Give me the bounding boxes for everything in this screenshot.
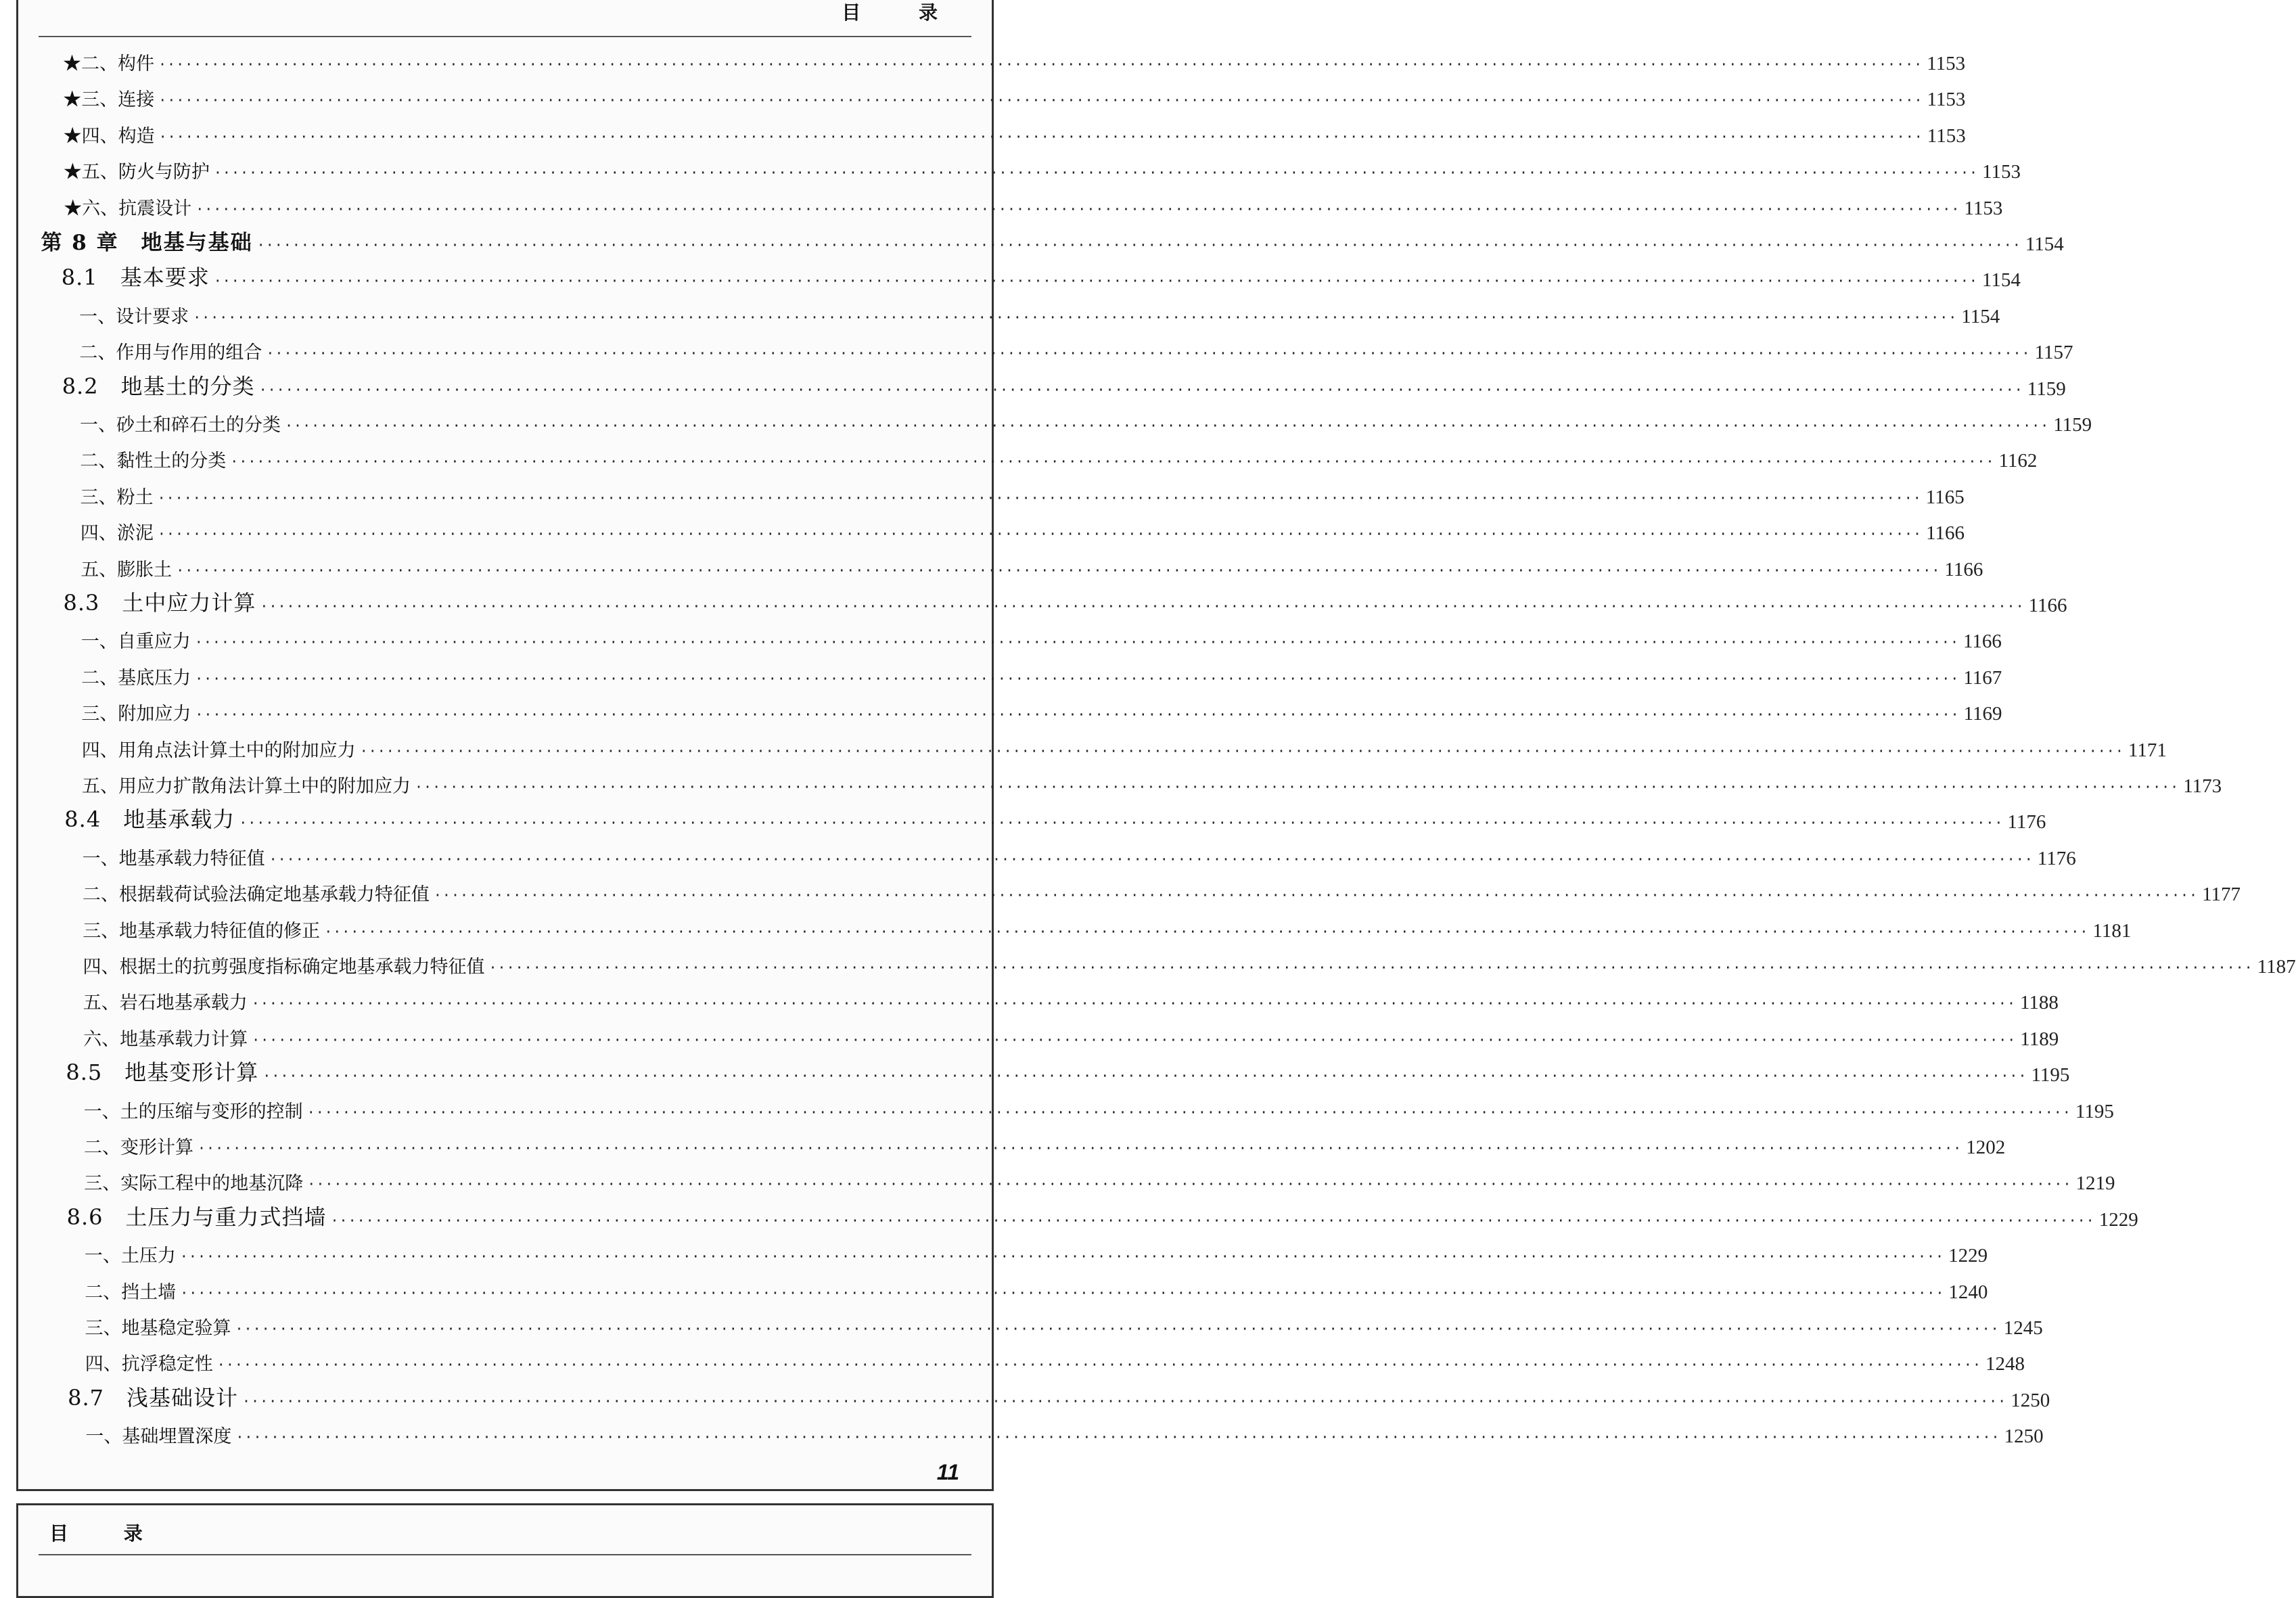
toc-entry-title: 三、粉土	[80, 486, 154, 508]
dot-leader: ········································································································································································································	[307, 1176, 2072, 1193]
dot-leader: ········································································································································································································	[193, 309, 1958, 325]
toc-entry-page: 1173	[2183, 775, 2222, 797]
dot-leader: ········································································································································································································	[195, 670, 1960, 687]
page-number: 11	[936, 1460, 959, 1484]
toc-entry-page: 1154	[1981, 269, 2021, 292]
dot-leader: ········································································································································································································	[488, 959, 2253, 976]
toc-entry-title: 四、用角点法计算土中的附加应力	[81, 739, 356, 761]
dot-leader: ········································································································································································································	[266, 345, 2031, 362]
dot-leader: ········································································································································································································	[194, 634, 1959, 651]
toc-entry-title: 二、作用与作用的组合	[79, 342, 262, 364]
toc-entry-title: ★二、构件	[63, 53, 154, 74]
toc-entry	[85, 1421, 2044, 1448]
toc-entry	[79, 337, 2073, 364]
toc-entry	[81, 554, 1983, 581]
dot-leader: ········································································································································································································	[176, 562, 1941, 578]
toc-entry-title: 二、挡土墙	[85, 1281, 177, 1303]
toc-entry-page: 1176	[2007, 811, 2046, 834]
toc-entry	[83, 951, 2296, 978]
toc-entry-page: 1162	[1998, 450, 2038, 472]
toc-entry-page: 1187	[2257, 956, 2296, 978]
toc-entry-page: 1154	[1961, 305, 2000, 327]
toc-entry	[84, 1132, 2006, 1159]
toc-entry-page: 1159	[2027, 378, 2066, 400]
toc-entry-page: 1177	[2202, 884, 2241, 906]
toc-entry-page: 1229	[2098, 1208, 2138, 1231]
toc-entry-title: 8.5 地基变形计算	[66, 1059, 259, 1086]
toc-entry-page: 1195	[2031, 1064, 2070, 1087]
toc-entry	[85, 1277, 1988, 1304]
toc-entry-title: 一、设计要求	[79, 306, 189, 327]
toc-entry-page: 1188	[2020, 992, 2059, 1014]
toc-entry-page: 1165	[1925, 486, 1965, 508]
toc-entry-title: 二、根据载荷试验法确定地基承载力特征值	[82, 884, 430, 906]
toc-entry	[81, 626, 2002, 653]
dot-leader: ········································································································································································································	[324, 923, 2089, 940]
dot-leader: ········································································································································································································	[306, 1103, 2071, 1120]
toc-entry-page: 1167	[1963, 666, 2002, 689]
toc-entry-page: 1240	[1948, 1281, 1988, 1303]
toc-entry-title: ★六、抗震设计	[64, 198, 192, 219]
toc-entry-page: 1166	[1963, 631, 2002, 653]
dot-leader: ········································································································································································································	[252, 1031, 2017, 1048]
dot-leader: ········································································································································································································	[258, 381, 2023, 398]
table-of-contents	[18, 48, 2296, 1448]
toc-entry	[83, 915, 2132, 942]
dot-leader: ········································································································································································································	[330, 1212, 2095, 1229]
toc-entry	[81, 662, 2002, 689]
toc-entry-title: 五、膨胀土	[81, 559, 173, 580]
toc-entry	[80, 445, 2038, 472]
toc-entry-page: 1195	[2075, 1100, 2114, 1122]
toc-page	[16, 0, 2296, 1491]
toc-entry	[63, 48, 1966, 75]
dot-leader: ········································································································································································································	[198, 1140, 1962, 1156]
toc-entry	[84, 1168, 2115, 1195]
dot-leader: ········································································································································································································	[235, 1321, 2000, 1337]
toc-entry-title: 二、黏性土的分类	[80, 451, 227, 472]
next-page-top	[16, 1503, 994, 1598]
toc-entry	[64, 193, 2003, 220]
toc-entry-title: 一、砂土和碎石土的分类	[80, 415, 281, 436]
toc-entry-title: ★五、防火与防护	[63, 162, 210, 183]
toc-entry-page: 1153	[1982, 161, 2021, 183]
toc-entry-title: 一、自重应力	[81, 631, 191, 653]
toc-entry-page: 1202	[1966, 1137, 2006, 1158]
toc-entry-title: 四、根据土的抗剪强度指标确定地基承载力特征值	[83, 957, 485, 978]
toc-entry-page: 1153	[1927, 53, 1966, 74]
toc-entry-title: 8.1 基本要求	[61, 265, 210, 291]
toc-entry-page: 1157	[2034, 342, 2073, 364]
toc-entry-title: 五、用应力扩散角法计算土中的附加应力	[82, 776, 411, 797]
toc-entry-page: 1153	[1964, 197, 2003, 219]
toc-entry	[64, 806, 2046, 834]
toc-entry-page: 1245	[2003, 1317, 2043, 1339]
toc-entry	[85, 1312, 2043, 1340]
toc-entry-title: 第 8 章 地基与基础	[41, 231, 253, 255]
toc-entry	[68, 1384, 2050, 1412]
dot-leader: ········································································································································································································	[196, 200, 1960, 217]
toc-entry-page: 1153	[1927, 124, 1966, 147]
toc-entry-page: 1166	[1926, 522, 1965, 545]
dot-leader: ········································································································································································································	[256, 237, 2021, 253]
dot-leader: ········································································································································································································	[158, 56, 1923, 72]
dot-leader: ········································································································································································································	[195, 706, 1960, 723]
toc-entry-page: 1154	[2025, 233, 2064, 255]
toc-entry	[41, 229, 2064, 256]
dot-leader: ········································································································································································································	[242, 1392, 2007, 1409]
dot-leader: ········································································································································································································	[269, 850, 2034, 867]
toc-entry-page: 1171	[2128, 739, 2167, 761]
toc-entry-page: 1159	[2053, 414, 2092, 436]
dot-leader: ········································································································································································································	[260, 598, 2025, 614]
toc-entry-title: 三、实际工程中的地基沉降	[84, 1173, 304, 1195]
toc-entry-title: 四、淤泥	[80, 523, 154, 545]
toc-entry	[62, 373, 2066, 401]
toc-entry	[63, 84, 1966, 111]
toc-entry-title: 六、地基承载力计算	[83, 1028, 248, 1050]
dot-leader: ········································································································································································································	[359, 742, 2124, 759]
toc-entry-title: 8.4 地基承载力	[64, 806, 235, 833]
dot-leader: ········································································································································································································	[216, 1356, 1981, 1373]
toc-entry-page: 1189	[2020, 1028, 2059, 1050]
toc-entry-title: 8.7 浅基础设计	[68, 1384, 238, 1411]
toc-entry-title: 8.6 土压力与重力式挡墙	[66, 1204, 327, 1230]
dot-leader: ········································································································································································································	[262, 1068, 2027, 1085]
toc-entry-page: 1250	[2004, 1425, 2044, 1448]
header-rule	[39, 36, 971, 37]
toc-entry-title: 一、土压力	[84, 1246, 176, 1267]
toc-entry	[81, 698, 2002, 725]
toc-entry-title: 一、地基承载力特征值	[82, 848, 265, 869]
toc-entry	[80, 482, 1965, 509]
toc-entry	[66, 1059, 2070, 1087]
dot-leader: ········································································································································································································	[157, 526, 1923, 543]
toc-entry	[82, 879, 2241, 906]
dot-leader: ········································································································································································································	[157, 489, 1922, 506]
toc-entry	[82, 771, 2222, 798]
dot-leader: ········································································································································································································	[251, 995, 2016, 1012]
toc-entry-title: 三、附加应力	[81, 704, 191, 725]
next-header-rule	[39, 1554, 971, 1555]
dot-leader: ········································································································································································································	[213, 273, 1978, 290]
toc-entry-page: 1176	[2037, 847, 2076, 869]
dot-leader: ········································································································································································································	[433, 887, 2199, 904]
toc-entry-title: 五、岩石地基承载力	[83, 992, 248, 1014]
toc-entry-title: 8.3 土中应力计算	[63, 590, 256, 616]
toc-entry	[81, 735, 2167, 762]
dot-leader: ········································································································································································································	[158, 128, 1923, 145]
dot-leader: ········································································································································································································	[213, 164, 1979, 181]
next-page-header: 目 录	[49, 1522, 167, 1545]
dot-leader: ········································································································································································································	[230, 453, 1995, 470]
toc-entry	[83, 987, 2059, 1014]
dot-leader: ········································································································································································································	[179, 1248, 1945, 1265]
dot-leader: ········································································································································································································	[285, 417, 2050, 434]
toc-entry	[85, 1348, 2025, 1375]
dot-leader: ········································································································································································································	[415, 779, 2180, 795]
toc-entry-title: 二、基底压力	[81, 667, 191, 689]
toc-entry	[63, 156, 2021, 183]
toc-entry-page: 1181	[2092, 919, 2132, 942]
toc-entry-page: 1153	[1927, 89, 1966, 111]
toc-entry-title: 一、土的压缩与变形的控制	[83, 1101, 303, 1122]
toc-entry-title: 三、地基承载力特征值的修正	[83, 920, 321, 942]
toc-entry-page: 1229	[1948, 1245, 1988, 1267]
toc-entry-page: 1250	[2011, 1389, 2050, 1411]
toc-entry-title: 三、地基稳定验算	[85, 1318, 231, 1339]
toc-entry-page: 1166	[2028, 595, 2067, 616]
toc-entry-title: ★三、连接	[63, 89, 155, 111]
dot-leader: ········································································································································································································	[180, 1284, 1945, 1301]
toc-entry	[83, 1096, 2114, 1123]
toc-entry	[80, 518, 1965, 545]
toc-entry-title: 四、抗浮稳定性	[85, 1354, 213, 1375]
toc-entry-page: 1166	[1944, 558, 1983, 580]
toc-entry	[80, 409, 2092, 436]
toc-entry-title: ★四、构造	[63, 125, 155, 147]
dot-leader: ········································································································································································································	[158, 92, 1923, 109]
toc-entry	[63, 120, 1966, 147]
toc-entry	[82, 843, 2076, 870]
toc-entry	[83, 1024, 2059, 1051]
toc-entry	[84, 1240, 1988, 1267]
toc-entry	[66, 1204, 2138, 1231]
toc-entry-page: 1219	[2075, 1172, 2115, 1195]
toc-entry	[79, 301, 2000, 328]
toc-entry-page: 1248	[1985, 1353, 2025, 1375]
toc-entry-title: 二、变形计算	[84, 1137, 193, 1158]
toc-entry	[61, 265, 2021, 292]
dot-leader: ········································································································································································································	[235, 1429, 2000, 1446]
toc-entry-page: 1169	[1963, 703, 2002, 725]
dot-leader: ········································································································································································································	[239, 815, 2004, 831]
toc-entry-title: 一、基础埋置深度	[85, 1426, 232, 1448]
page-header: 目 录	[842, 1, 963, 24]
toc-entry	[63, 590, 2067, 617]
toc-entry-title: 8.2 地基土的分类	[62, 373, 255, 399]
